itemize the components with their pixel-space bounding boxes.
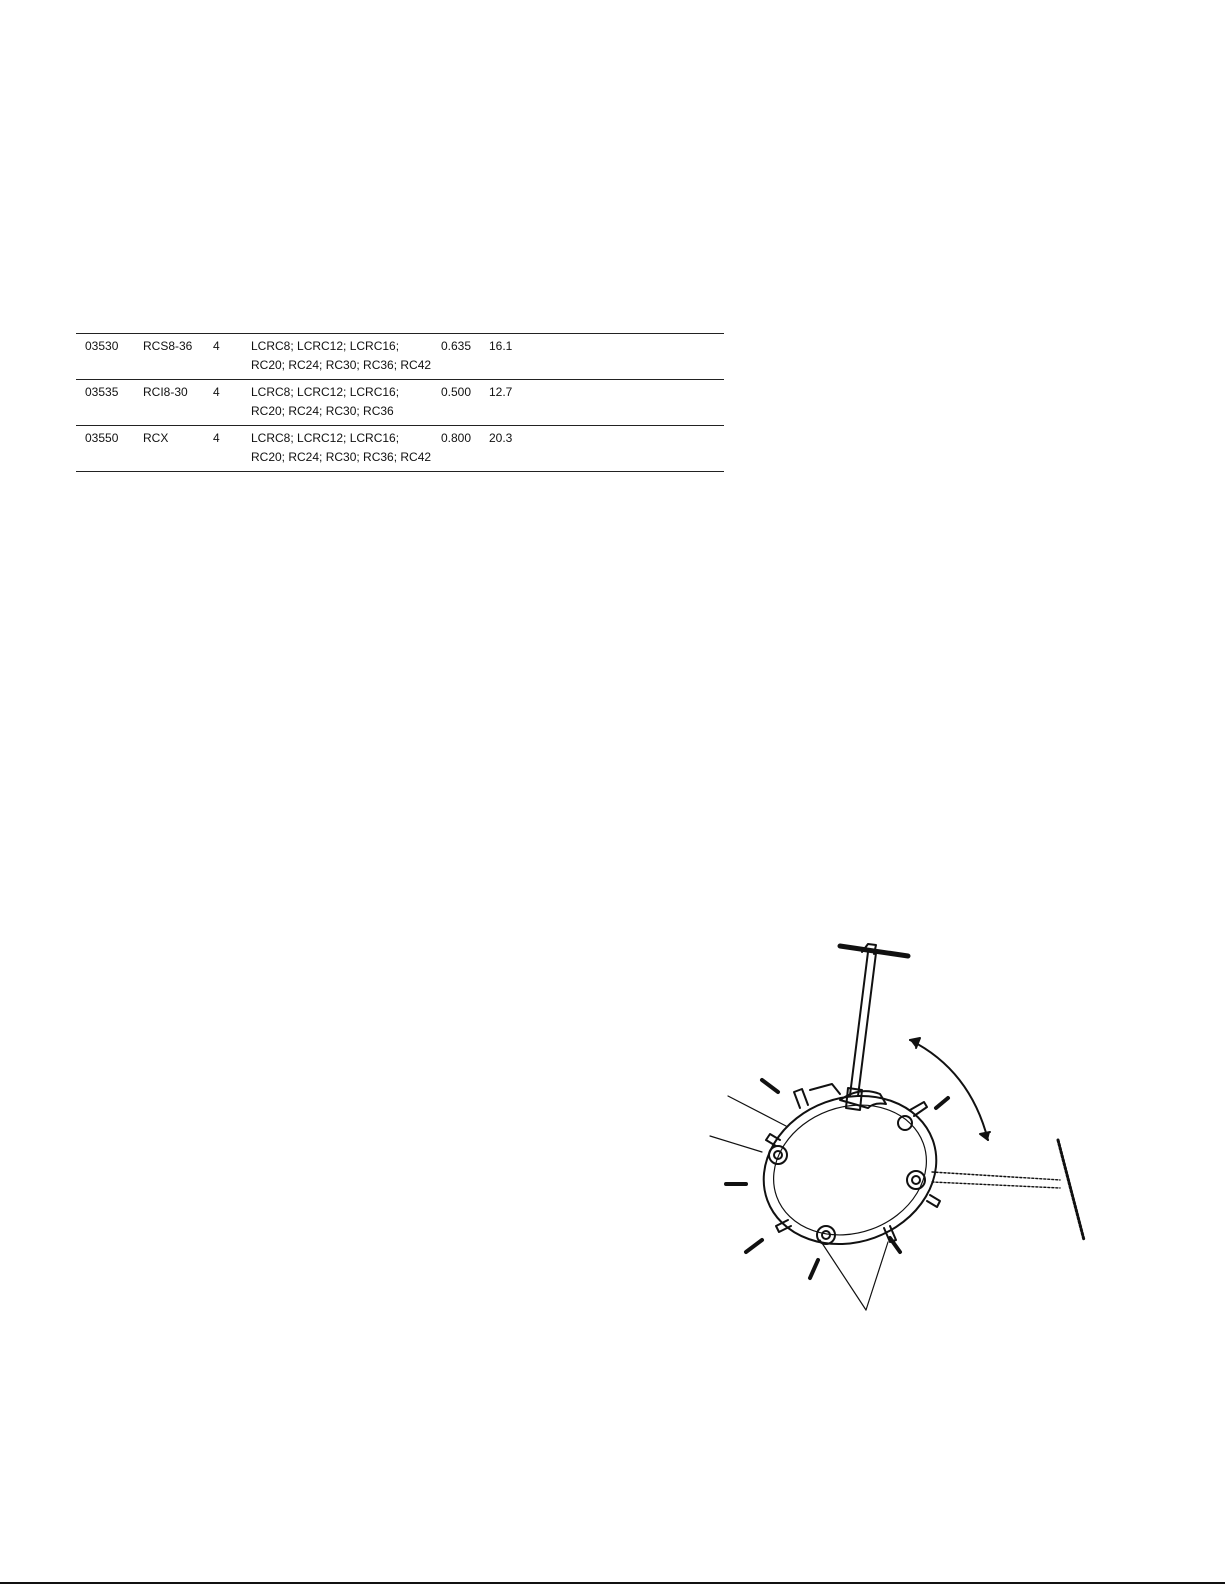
model-name: RCS8-36 — [143, 334, 213, 380]
quantity: 4 — [213, 334, 251, 380]
quantity: 4 — [213, 426, 251, 472]
compatibility-line: LCRC8; LCRC12; LCRC16; — [251, 385, 400, 399]
table-row — [76, 334, 724, 380]
size-inch: 0.635 — [441, 334, 489, 380]
page-bottom-rule — [0, 1582, 1225, 1584]
compatibility-line: LCRC8; LCRC12; LCRC16; — [251, 431, 400, 445]
table-row — [76, 380, 724, 426]
rotation-arrow-icon — [910, 1038, 990, 1140]
pressure-arrow-icon — [726, 1080, 948, 1278]
compatibility-line: RC20; RC24; RC30; RC36 — [251, 404, 394, 418]
spec-table — [76, 333, 724, 472]
pipe-cutter-ring-icon — [743, 1072, 958, 1268]
compatibility — [251, 334, 441, 380]
compatibility — [251, 426, 441, 472]
size-mm: 16.1 — [489, 334, 724, 380]
compatibility-line: RC20; RC24; RC30; RC36; RC42 — [251, 358, 432, 372]
handle-t-bar-icon — [840, 944, 908, 1110]
table-row — [76, 426, 724, 472]
compatibility-line: RC20; RC24; RC30; RC36; RC42 — [251, 450, 432, 464]
compatibility — [251, 380, 441, 426]
handle-t-bar-icon — [932, 1140, 1084, 1240]
pipe-cutter-illustration — [700, 940, 1110, 1320]
model-name: RCX — [143, 426, 213, 472]
part-number: 03535 — [76, 380, 143, 426]
size-mm: 20.3 — [489, 426, 724, 472]
size-inch: 0.800 — [441, 426, 489, 472]
part-number: 03550 — [76, 426, 143, 472]
size-inch: 0.500 — [441, 380, 489, 426]
size-mm: 12.7 — [489, 380, 724, 426]
quantity: 4 — [213, 380, 251, 426]
compatibility-line: LCRC8; LCRC12; LCRC16; — [251, 339, 400, 353]
part-number: 03530 — [76, 334, 143, 380]
model-name: RCI8-30 — [143, 380, 213, 426]
